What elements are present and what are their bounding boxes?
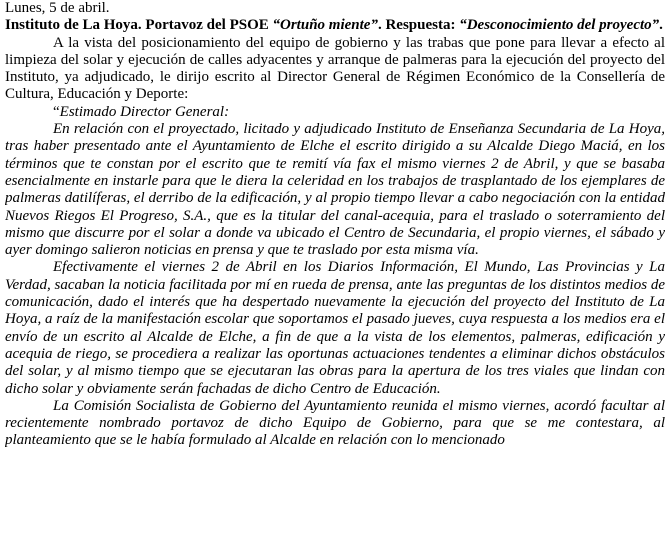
headline-part-1: Instituto de La Hoya. Portavoz del PSOE — [5, 17, 273, 34]
headline-part-3: . — [659, 17, 663, 34]
intro-paragraph: A la vista del posicionamiento del equipo de gobierno y las trabas que pone para llevar a efecto al limpieza del solar y ejecución de calles adyacentes y arranque de palmeras para la ejecución del proyecto del Instituto, ya adjudicado, le dirijo escrito al Director General de Régimen Económico de la Consellería de Cultura, Educación y Deporte: — [5, 34, 665, 103]
letter-salutation — [5, 104, 665, 121]
headline — [5, 17, 665, 34]
date-line: Lunes, 5 de abril. — [5, 0, 110, 16]
letter-paragraph-3: La Comisión Socialista de Gobierno del Ayuntamiento reunida el mismo viernes, acordó facultar al recientemente nombrado portavoz de dicho Equipo de Gobierno, para que se me contestara, al planteamiento que se le había formulado al Alcalde en relación con lo mencionado — [5, 397, 665, 449]
headline-part-2: . Respuesta: — [377, 17, 460, 34]
headline-quote-2: “Desconocimiento del proyecto” — [459, 17, 660, 34]
salutation-open-quote: “ — [53, 103, 60, 120]
headline-quote-1: “Ortuño miente” — [272, 17, 378, 34]
letter-paragraph-1: En relación con el proyectado, licitado y adjudicado Instituto de Enseñanza Secundaria de La Hoya, tras haber presentado ante el Ayuntamiento de Elche el escrito dirigido a su Alcalde Diego Maciá, en los términos que te constan por el escrito que te remití vía fax el mismo viernes 2 de Abril, y que se basaba esencialmente en instarle para que le diera la celeridad en los trabajos de trasplantado de los ejemplares de palmeras datilíferas, el derribo de la edificación, y al propio tiempo llevar a cabo negociación con la entidad Nuevos Riegos El Progreso, S.A., que es la titular del canal-acequia, para el traslado o soterramiento del mismo que discurre por el solar a donde va ubicado el Centro de Secundaria, el propio viernes, el sábado y ayer domingo salieron noticias en prensa y que te traslado por esta misma vía. — [5, 121, 665, 259]
salutation-text: Estimado Director General: — [59, 103, 230, 120]
document-page — [5, 0, 665, 535]
letter-paragraph-2: Efectivamente el viernes 2 de Abril en los Diarios Información, El Mundo, Las Provincias y La Verdad, sacaban la noticia facilitada por mí en rueda de prensa, ante las preguntas de los distintos medios de comunicación, dado el interés que ha despertado nuevamente la ejecución del proyecto del Instituto de La Hoya, a raíz de la manifestación escolar que soportamos el pasado jueves, cuya respuesta a los medios era el envío de un escrito al Alcalde de Elche, a fin de que a la vista de los elementos, palmeras, edificación y acequia de riego, se procediera a realizar las oportunas actuaciones tendentes a eliminar dichos obstáculos del solar, y al mismo tiempo que se ejecutaran las obras para la apertura de los tres viales que lindan con dicho solar y obviamente serán fachadas de dicho Centro de Educación. — [5, 259, 665, 397]
